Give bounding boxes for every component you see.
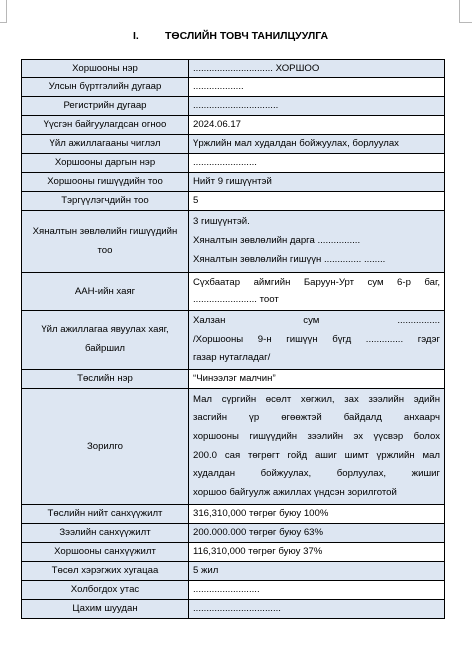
table-row — [22, 505, 445, 524]
row-label: Хяналтын зөвлөлийн гишүүдийн тоо — [22, 211, 189, 273]
table-row — [22, 543, 445, 562]
table-row — [22, 78, 445, 97]
table-row — [22, 192, 445, 211]
row-label: Зорилго — [22, 389, 189, 505]
row-value: Үржлийн мал худалдан бойжуулах, борлуулах — [189, 135, 445, 154]
row-value: .............................. ХОРШОО — [189, 60, 445, 78]
row-label: Тэргүүлэгчдийн тоо — [22, 192, 189, 211]
row-value: ................................. — [189, 600, 445, 619]
row-label: Холбогдох утас — [22, 581, 189, 600]
table-row — [22, 97, 445, 116]
row-label: Төсөл хэрэгжих хугацаа — [22, 562, 189, 581]
row-value: 3 гишүүнтэй. Хяналтын зөвлөлийн дарга ................ Хяналтын зөвлөлийн гишүүн .............. ........ — [189, 211, 445, 273]
row-value: 116,310,000 төгрөг буюу 37% — [189, 543, 445, 562]
row-value: 5 жил — [189, 562, 445, 581]
page-corner-mark — [6, 0, 7, 22]
row-value: Халзан сум ................ /Хоршооны 9-н гишүүн бүгд .............. гэдэг газар нутагладаг/ — [189, 311, 445, 370]
section-title: ТӨСЛИЙН ТОВЧ ТАНИЛЦУУЛГА — [165, 30, 329, 42]
row-value: ......................... — [189, 581, 445, 600]
row-value: 316,310,000 төгрөг буюу 100% — [189, 505, 445, 524]
page-corner-mark — [0, 22, 7, 23]
page-corner-mark — [459, 0, 460, 22]
row-label: Хоршооны даргын нэр — [22, 154, 189, 173]
table-row — [22, 562, 445, 581]
row-value: 2024.06.17 — [189, 116, 445, 135]
table-row — [22, 154, 445, 173]
row-value: ................................ — [189, 97, 445, 116]
row-label: ААН-ийн хаяг — [22, 273, 189, 311]
row-value: ................... — [189, 78, 445, 97]
row-label: Хоршооны нэр — [22, 60, 189, 78]
row-value: Нийт 9 гишүүнтэй — [189, 173, 445, 192]
row-value: Мал сүргийн өсөлт хөгжил, зах зээлийн эдийн засгийн үр өгөөжтэй байдалд анхаарч хоршооны гишүүдийн зээлийн эх үүсвэр болох 200.0 сая төгрөгт гойд ашиг шимт үржлийн мал худалдан бойжуулах, борлуулах, жишиг хоршоо байгуулж ажиллах үндсэн зорилготой — [189, 389, 445, 505]
section-number: I. — [133, 30, 139, 42]
row-value: 5 — [189, 192, 445, 211]
row-value: ........................ — [189, 154, 445, 173]
row-label: Хоршооны гишүүдийн тоо — [22, 173, 189, 192]
row-label: Зээлийн санхүүжилт — [22, 524, 189, 543]
table-row — [22, 211, 445, 273]
summary-table — [21, 59, 445, 619]
row-label: Цахим шуудан — [22, 600, 189, 619]
row-label: Үүсгэн байгуулагдсан огноо — [22, 116, 189, 135]
table-row — [22, 116, 445, 135]
page-corner-mark — [459, 22, 472, 23]
row-label: Төслийн нэр — [22, 370, 189, 389]
row-label: Регистрийн дугаар — [22, 97, 189, 116]
row-label: Хоршооны санхүүжилт — [22, 543, 189, 562]
table-row — [22, 173, 445, 192]
table-row — [22, 600, 445, 619]
row-value: Сүхбаатар аймгийн Баруун-Урт сум 6-р баг, ........................ тоот — [189, 273, 445, 311]
row-label: Үйл ажиллагааны чиглэл — [22, 135, 189, 154]
table-row — [22, 524, 445, 543]
row-label: Улсын бүртгэлийн дугаар — [22, 78, 189, 97]
table-row — [22, 135, 445, 154]
row-value: “Чинээлэг малчин” — [189, 370, 445, 389]
table-row — [22, 370, 445, 389]
table-row — [22, 60, 445, 78]
table-row — [22, 581, 445, 600]
table-row — [22, 273, 445, 311]
table-row — [22, 389, 445, 505]
row-label: Үйл ажиллагаа явуулах хаяг, байршил — [22, 311, 189, 370]
row-label: Төслийн нийт санхүүжилт — [22, 505, 189, 524]
table-row — [22, 311, 445, 370]
row-value: 200.000.000 төгрөг буюу 63% — [189, 524, 445, 543]
